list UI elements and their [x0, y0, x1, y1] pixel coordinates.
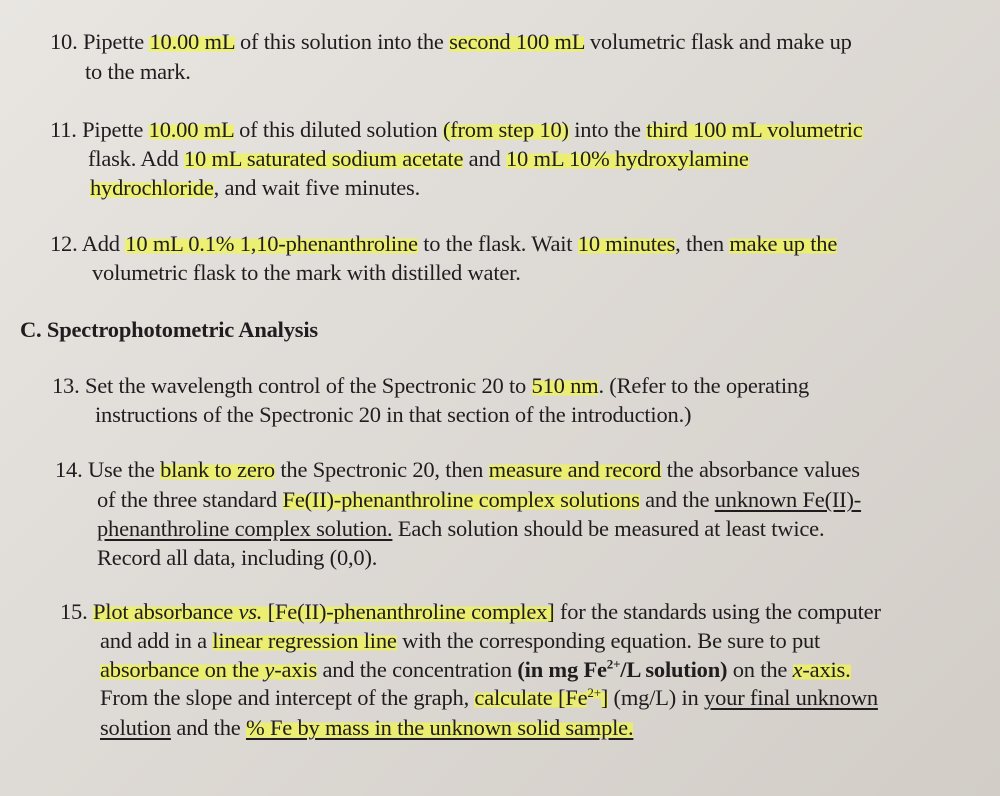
highlighted-text: 2+: [587, 684, 601, 700]
highlighted-text: 10 mL saturated sodium acetate: [183, 146, 464, 171]
text-segment: 15.: [60, 599, 93, 624]
text-line: [95, 401, 691, 429]
highlighted-text: Plot absorbance: [92, 599, 239, 624]
text-segment: to the flask. Wait: [417, 231, 578, 256]
text-segment: 12. Add: [50, 231, 126, 256]
text-line: [88, 145, 749, 173]
highlighted-text: -axis: [274, 657, 318, 682]
text-segment: Each solution should be measured at least twice.: [392, 516, 825, 541]
text-segment: the Spectronic 20, then: [274, 457, 489, 482]
text-segment: , then: [675, 231, 730, 256]
highlighted-text: 10.00 mL: [148, 117, 234, 142]
highlighted-text: x: [792, 657, 803, 682]
text-line: [100, 656, 851, 684]
highlighted-text: calculate [Fe: [474, 685, 588, 710]
highlighted-text: hydrochloride: [90, 175, 214, 200]
text-segment: for the standards using the computer: [554, 599, 881, 624]
text-line: [100, 684, 878, 712]
text-segment: 2+: [606, 656, 621, 672]
underlined-text: solution: [100, 715, 171, 740]
text-segment: and the: [170, 715, 246, 740]
text-segment: Record all data, including (0,0).: [97, 545, 378, 570]
text-line: [50, 28, 852, 56]
text-segment: C. Spectrophotometric Analysis: [20, 317, 318, 342]
text-segment: (mg/L) in: [608, 685, 705, 710]
highlighted-text: 10 mL 10% hydroxylamine: [506, 146, 749, 171]
text-segment: /L solution): [620, 657, 728, 682]
text-line: [60, 598, 881, 626]
text-segment: with the corresponding equation. Be sure to put: [396, 628, 821, 653]
highlighted-text: 10 mL 0.1% 1,10-phenanthroline: [125, 231, 418, 256]
text-segment: into the: [568, 117, 647, 142]
highlighted-text: second 100 mL: [449, 29, 585, 54]
highlighted-text: make up the: [729, 231, 838, 256]
text-segment: . (Refer to the operating: [598, 373, 809, 398]
text-line: [100, 627, 820, 655]
text-segment: on the: [727, 657, 793, 682]
highlighted-text: Fe(II)-phenanthroline complex solutions: [282, 487, 640, 512]
highlighted-text: y: [264, 657, 275, 682]
underlined-text: phenanthroline complex solution.: [97, 516, 393, 541]
text-segment: and add in a: [100, 628, 213, 653]
highlighted-text: 510 nm: [531, 373, 599, 398]
text-line: [92, 259, 521, 287]
text-segment: to the mark.: [85, 59, 191, 84]
highlighted-text: vs.: [238, 599, 263, 624]
text-line: [55, 456, 860, 484]
text-segment: of the three standard: [97, 487, 283, 512]
underlined-text: unknown Fe(II)-: [714, 487, 862, 512]
text-segment: 10. Pipette: [50, 29, 150, 54]
highlighted-text: absorbance on the: [100, 657, 265, 682]
text-line: [52, 372, 809, 400]
text-line: [97, 515, 824, 543]
highlighted-text: linear regression line: [212, 628, 397, 653]
highlighted-text: third 100 mL volumetric: [646, 117, 863, 142]
highlighted-text: % Fe by mass in the unknown solid sample.: [245, 715, 634, 740]
highlighted-text: 10 minutes: [577, 231, 676, 256]
text-segment: From the slope and intercept of the graph,: [100, 685, 475, 710]
highlighted-text: -axis.: [802, 657, 851, 682]
highlighted-text: blank to zero: [160, 457, 275, 482]
text-segment: instructions of the Spectronic 20 in that section of the introduction.): [95, 402, 692, 427]
text-line: [20, 316, 318, 344]
text-segment: the absorbance values: [661, 457, 860, 482]
text-segment: flask. Add: [88, 146, 184, 171]
text-line: [97, 544, 377, 572]
text-segment: of this solution into the: [234, 29, 450, 54]
text-line: [50, 116, 863, 144]
text-line: [100, 714, 633, 742]
text-line: [97, 486, 861, 514]
text-segment: volumetric flask to the mark with distilled water.: [92, 260, 521, 285]
text-segment: and: [463, 146, 506, 171]
text-segment: 14. Use the: [55, 457, 161, 482]
text-line: [50, 230, 837, 258]
highlighted-text: ]: [600, 685, 609, 710]
text-segment: (in mg Fe: [517, 657, 607, 682]
underlined-text: your final unknown: [704, 685, 878, 710]
text-segment: volumetric flask and make up: [584, 29, 852, 54]
text-segment: 13. Set the wavelength control of the Spectronic 20 to: [52, 373, 532, 398]
highlighted-text: [Fe(II)-phenanthroline complex]: [262, 599, 555, 624]
text-line: [90, 174, 420, 202]
text-segment: and the concentration: [317, 657, 518, 682]
text-line: [85, 58, 191, 86]
text-segment: 11. Pipette: [50, 117, 149, 142]
highlighted-text: measure and record: [488, 457, 662, 482]
highlighted-text: 10.00 mL: [149, 29, 235, 54]
text-segment: of this diluted solution: [233, 117, 443, 142]
text-segment: , and wait five minutes.: [213, 175, 421, 200]
highlighted-text: (from step 10): [442, 117, 569, 142]
text-segment: and the: [639, 487, 715, 512]
